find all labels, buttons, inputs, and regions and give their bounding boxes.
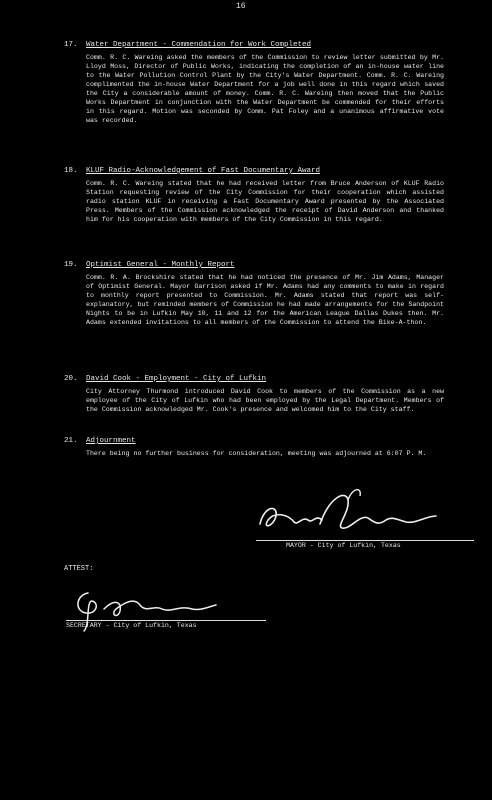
section-number: 18. [64,167,78,175]
section-title: KLUF Radio-Acknowledgement of Fast Documentary Award [86,167,321,175]
page-number: 16 [236,2,246,11]
section-title: Water Department - Commendation for Work Completed [86,41,312,49]
section-title: Optimist General - Monthly Report [86,261,235,269]
mayor-caption: MAYOR - City of Lufkin, Texas [286,542,401,549]
section-adjournment [64,436,444,458]
secretary-signature-line [66,620,266,621]
section-number: 20. [64,375,78,383]
attest-label: ATTEST: [64,565,94,573]
section-body: City Attorney Thurmond introduced David Cook to members of the Commission as a new employee of the City of Lufkin who had been employed by the Legal Department. Members of the Commission acknowledged Mr. Cook's presence and welcomed him to the City staff. [86,388,444,413]
section-number: 17. [64,41,78,49]
section-water-department [64,40,444,125]
secretary-caption: SECRETARY - City of Lufkin, Texas [66,622,197,629]
section-title: David Cook - Employment - City of Lufkin [86,375,267,383]
mayor-signature-line [256,540,474,541]
section-kluf-radio [64,166,444,224]
section-body: There being no further business for consideration, meeting was adjourned at 6:07 P. M. [86,450,427,457]
section-number: 19. [64,261,78,269]
mayor-signature [250,486,450,546]
section-david-cook [64,374,444,414]
section-optimist-general [64,260,444,327]
section-body: Comm. R. C. Wareing asked the members of the Commission to review letter submitted by Mr. Lloyd Moss, Director of Public Works, indicating the completion of an in-house water line to the Water Pollution Control Plant by the City's Water Department. Comm. R. C. Wareing complimented the in-house Water Department for a job well done in this regard which saved the City a considerable amount of money. Comm. R. C. Wareing then moved that the Public Works Department in conjunction with the Water Department be commended for their efforts in this regard. Motion was seconded by Comm. Pat Foley and a unanimous affirmative vote was recorded. [86,54,444,124]
section-body: Comm. R. C. Wareing stated that he had received letter from Bruce Anderson of KLUF Radio Station requesting review of the City Commission for their cooperation which assisted radio station KLUF in receiving a Fast Documentary Award presented by the Associated Press. Members of the Commission acknowledged the receipt of David Anderson and thanked him for his cooperation with members of the City Commission in this regard. [86,180,444,223]
section-number: 21. [64,437,78,445]
section-body: Comm. R. A. Brockshire stated that he had noticed the presence of Mr. Jim Adams, Manager of Optimist General. Mayor Garrison asked if Mr. Adams had any comments to make in regard to monthly report presented to Commission. Mr. Adams stated that report was self-explanatory, but reminded members of Commission he had made arrangements for the Sandpoint Nights to be in Lufkin May 10, 11 and 12 for the American League Dallas Dukes then. Mr. Adams extended invitations to all members of the Commission to attend the Bike-A-thon. [86,274,444,326]
section-title: Adjournment [86,437,136,445]
